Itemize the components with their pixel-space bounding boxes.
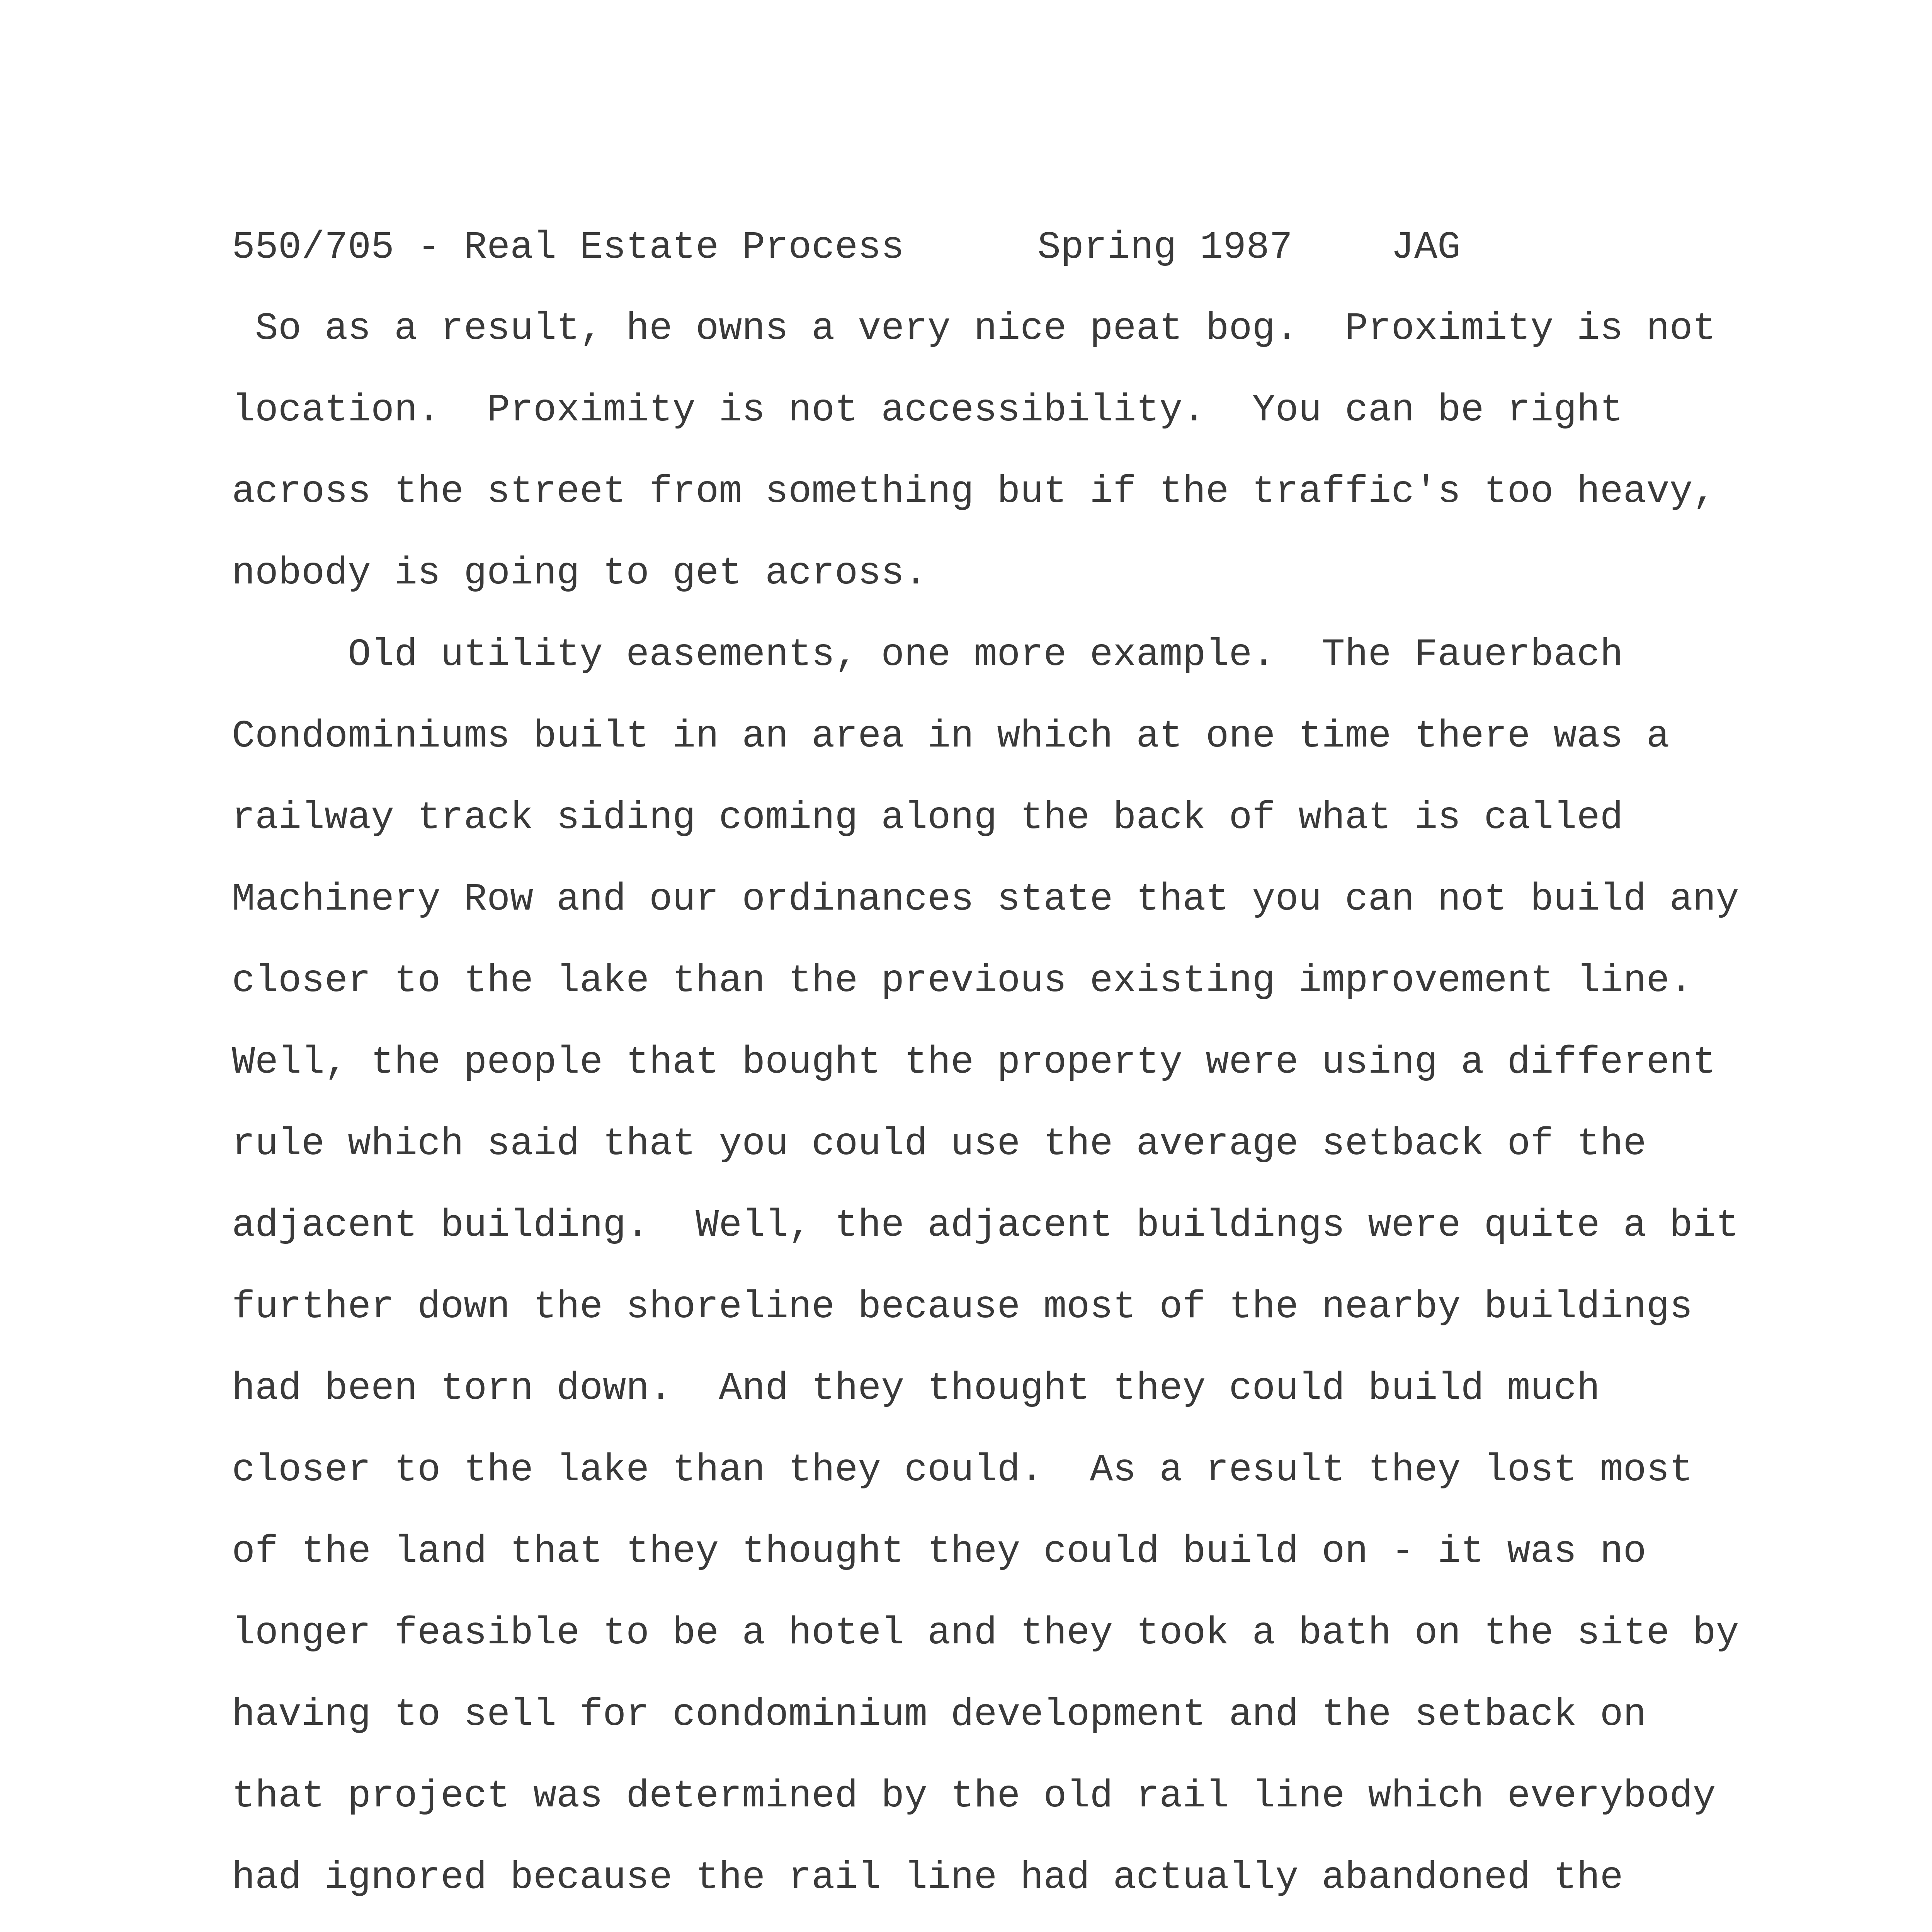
text-line: Machinery Row and our ordinances state that you can not build any	[232, 878, 1739, 922]
text-line: of the land that they thought they could build on - it was no	[232, 1530, 1646, 1574]
page-header	[232, 225, 1461, 271]
text-line: Old utility easements, one more example. The Fauerbach	[232, 633, 1623, 677]
text-line: across the street from something but if the traffic's too heavy,	[232, 470, 1716, 514]
text-line: Condominiums built in an area in which at one time there was a	[232, 715, 1670, 759]
text-line: that project was determined by the old rail line which everybody	[232, 1775, 1716, 1818]
text-line: having to sell for condominium development and the setback on	[232, 1693, 1646, 1737]
text-line: location. Proximity is not accessibility. You can be right	[232, 389, 1623, 432]
text-line: adjacent building. Well, the adjacent buildings were quite a bit	[232, 1204, 1739, 1248]
text-line: Well, the people that bought the property were using a different	[232, 1041, 1716, 1085]
text-line: rule which said that you could use the average setback of the	[232, 1122, 1646, 1166]
header-initials: JAG	[1391, 226, 1461, 270]
text-line: had been torn down. And they thought they could build much	[232, 1367, 1600, 1411]
text-line: nobody is going to get across.	[232, 552, 928, 595]
text-line: railway track siding coming along the back of what is called	[232, 796, 1623, 840]
header-course: 550/705 - Real Estate Process	[232, 226, 905, 270]
text-line: had ignored because the rail line had actually abandoned the	[232, 1856, 1623, 1900]
text-line: closer to the lake than the previous existing improvement line.	[232, 959, 1693, 1003]
text-line: closer to the lake than they could. As a result they lost most	[232, 1449, 1693, 1492]
text-line: So as a result, he owns a very nice peat bog. Proximity is not	[232, 307, 1716, 351]
text-line: further down the shoreline because most of the nearby buildings	[232, 1286, 1693, 1329]
header-term: Spring 1987	[1037, 226, 1293, 270]
text-line: longer feasible to be a hotel and they took a bath on the site by	[232, 1612, 1739, 1655]
